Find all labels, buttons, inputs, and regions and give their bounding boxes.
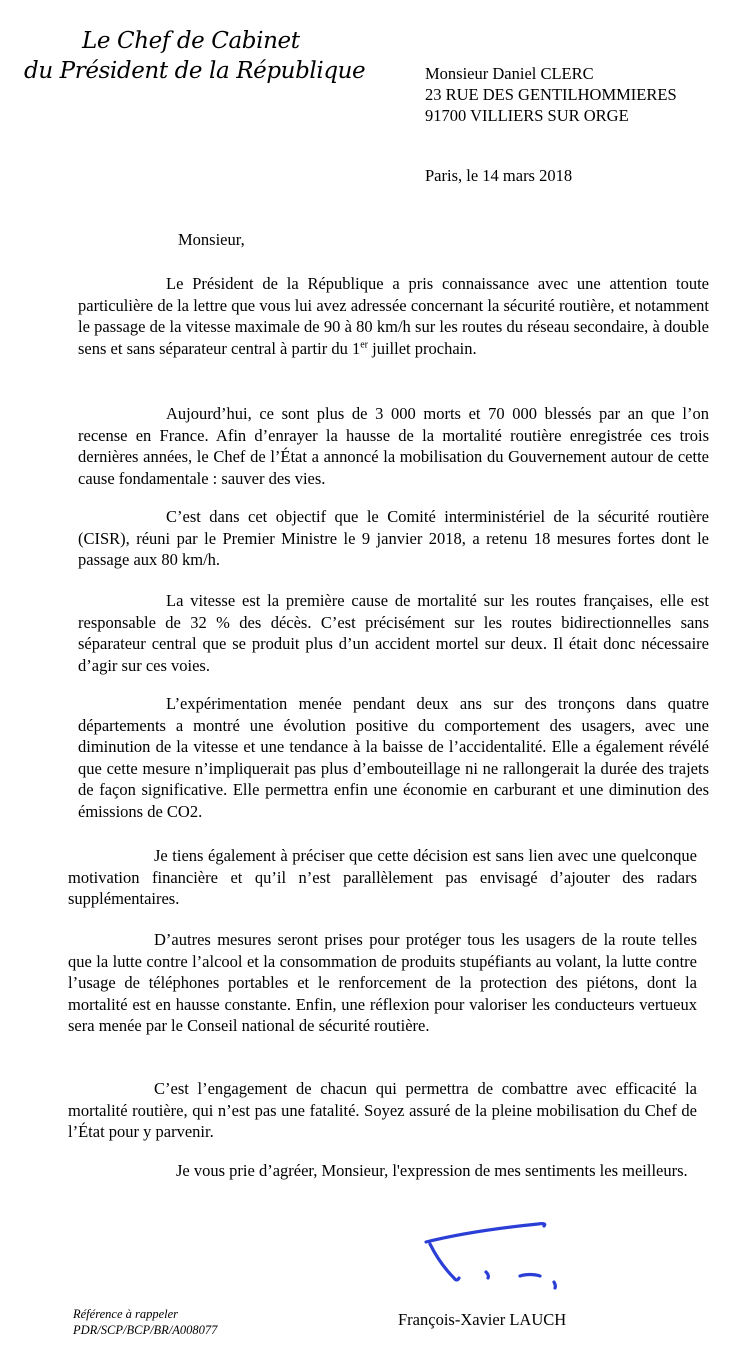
letter-date: Paris, le 14 mars 2018 xyxy=(425,166,573,185)
letterhead xyxy=(24,26,365,86)
reference-block xyxy=(73,1306,217,1338)
paragraph-6: Je tiens également à préciser que cette décision est sans lien avec une quelconque motivation financière et qu’il n’est parallèlement pas envisagé d’ajouter des radars supplémentaires. xyxy=(68,846,697,908)
paragraph-closing: Je vous prie d’agréer, Monsieur, l'expression de mes sentiments les meilleurs. xyxy=(176,1161,688,1180)
ordinal-superscript: er xyxy=(360,339,368,350)
paragraph-7: D’autres mesures seront prises pour protéger tous les usagers de la route telles que la lutte contre l’alcool et la consommation de produits stupéfiants au volant, la lutte contre l’usage de téléphones portables et le renforcement de la protection des piétons, dont la mortalité est en hausse constante. Enfin, une réflexion pour valoriser les conducteurs vertueux sera menée par le Conseil national de sécurité routière. xyxy=(68,930,697,1035)
paragraph-5: L’expérimentation menée pendant deux ans sur des tronçons dans quatre départements a montré une évolution positive du comportement des usagers, avec une diminution de la vitesse et une tendance à la baisse de l’accidentalité. Elle a également révélé que cette mesure n’impliquerait pas plus d’embouteillage ni ne rallongerait la durée des trajets de façon significative. Elle permettra enfin une économie en carburant et une diminution des émissions de CO2. xyxy=(78,694,709,821)
paragraph-3: C’est dans cet objectif que le Comité interministériel de la sécurité routière (CISR), réuni par le Premier Ministre le 9 janvier 2018, a retenu 18 mesures fortes dont le passage aux 80 km/h. xyxy=(78,507,709,569)
letterhead-title: Le Chef de Cabinet xyxy=(82,28,300,54)
recipient-street: 23 RUE DES GENTILHOMMIERES xyxy=(425,85,677,104)
letterhead-subtitle: du Président de la République xyxy=(24,58,366,84)
salutation: Monsieur, xyxy=(178,230,245,249)
paragraph-4: La vitesse est la première cause de mortalité sur les routes françaises, elle est responsable de 32 % des décès. C’est précisément sur les routes bidirectionnelles sans séparateur central que se produit plus d’un accident mortel sur deux. Il était donc nécessaire d’agir sur ces voies. xyxy=(78,591,709,675)
signer-name: François-Xavier LAUCH xyxy=(398,1310,567,1329)
paragraph-1-tail: juillet prochain. xyxy=(368,338,477,358)
reference-label: Référence à rappeler xyxy=(73,1307,179,1321)
paragraph-8: C’est l’engagement de chacun qui permettra de combattre avec efficacité la mortalité routière, qui n’est pas une fatalité. Soyez assuré de la pleine mobilisation du Chef de l’État pour y parvenir. xyxy=(68,1079,697,1141)
handwritten-signature xyxy=(418,1216,568,1296)
paragraph-1-text: Le Président de la République a pris connaissance avec une attention toute particulière de la lettre que vous lui avez adressée concernant la sécurité routière, et notamment le passage de la vitesse maximale de 90 à 80 km/h sur les routes du réseau secondaire, à double sens et sans séparateur central à partir du 1 xyxy=(78,274,709,358)
reference-code: PDR/SCP/BCP/BR/A008077 xyxy=(73,1323,218,1337)
paragraph-2: Aujourd’hui, ce sont plus de 3 000 morts et 70 000 blessés par an que l’on recense en France. Afin d’enrayer la hausse de la mortalité routière enregistrée ces trois dernières années, le Chef de l’État a annoncé la mobilisation du Gouvernement autour de cette cause fondamentale : sauver des vies. xyxy=(78,404,709,488)
recipient-address xyxy=(425,63,677,126)
recipient-city: 91700 VILLIERS SUR ORGE xyxy=(425,106,629,125)
paragraph-1 xyxy=(78,273,709,359)
recipient-name: Monsieur Daniel CLERC xyxy=(425,64,594,83)
